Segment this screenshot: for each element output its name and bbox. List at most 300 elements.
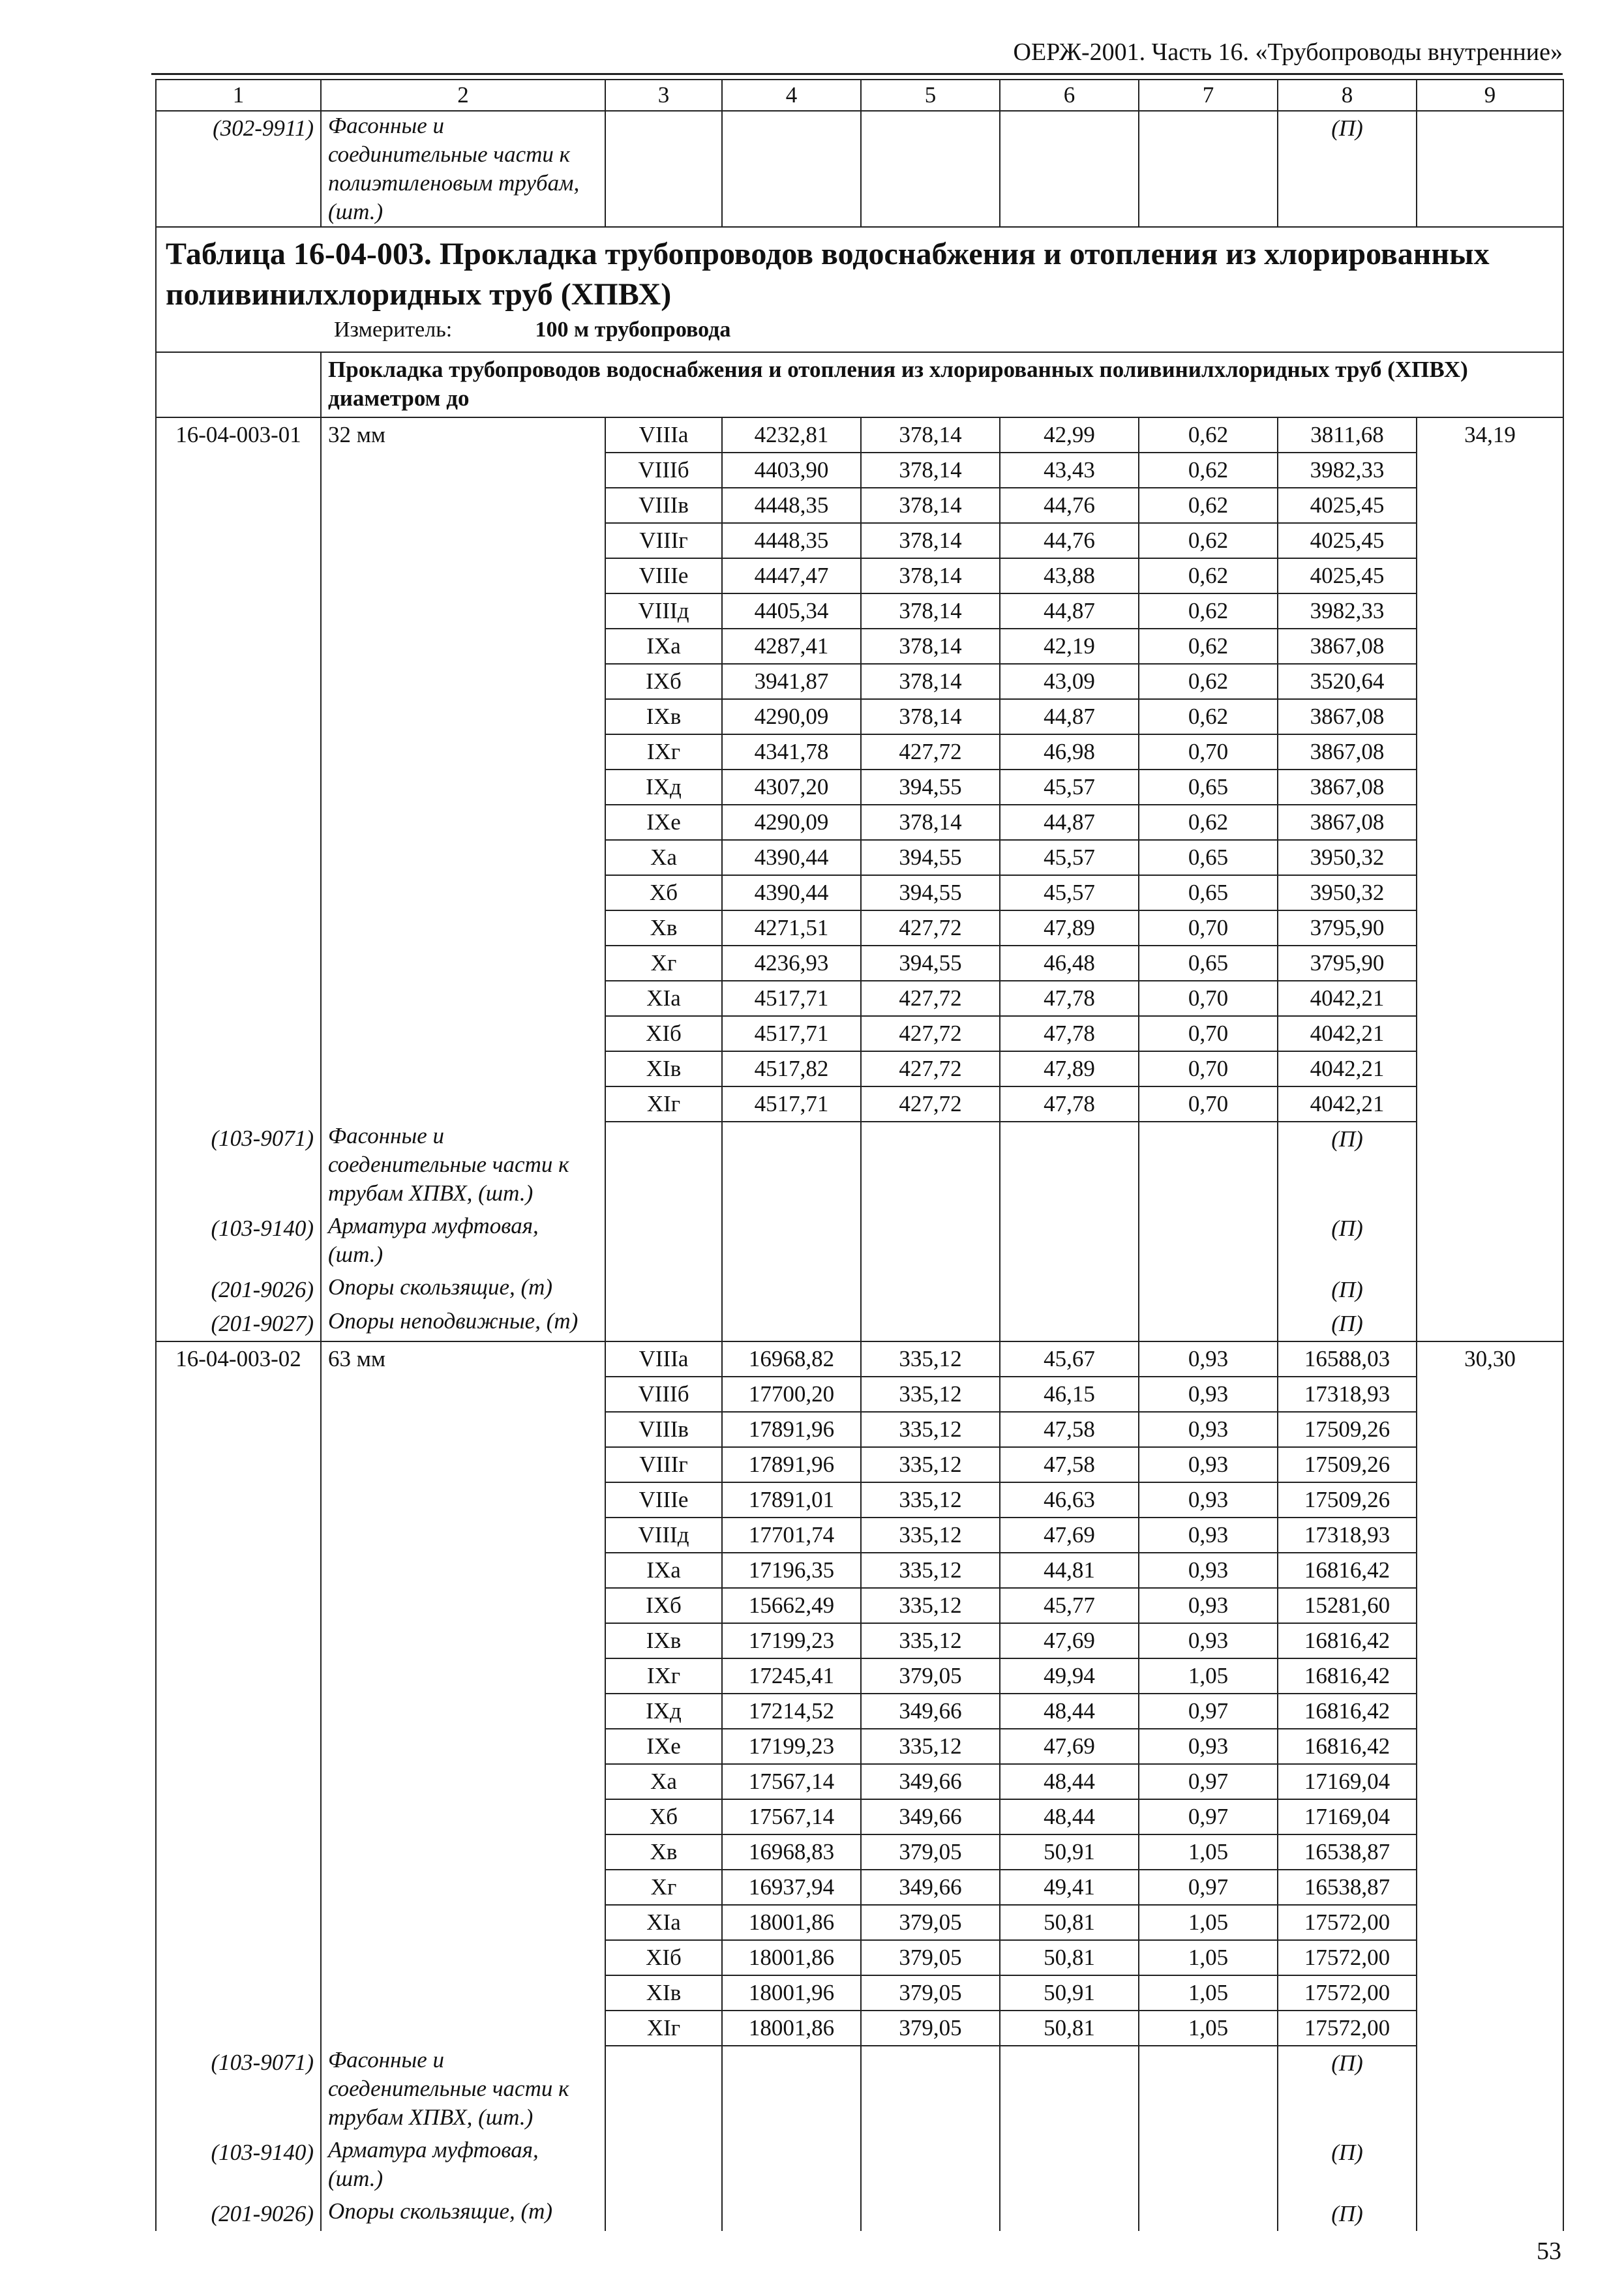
value-cell: 50,91 — [1000, 1975, 1139, 2011]
value-cell: 16937,94 — [722, 1870, 861, 1905]
value-cell: 335,12 — [861, 1341, 1000, 1377]
material-name-line: (шт.) — [328, 2166, 383, 2191]
zone-cell: Xв — [605, 910, 722, 946]
subtitle: Прокладка трубопроводов водоснабжения и отопления из хлорированных поливинилхлоридных труб (ХПВХ) диаметром до — [321, 352, 1563, 417]
value-cell: 427,72 — [861, 1051, 1000, 1086]
value-cell: 47,58 — [1000, 1412, 1139, 1447]
value-cell: 394,55 — [861, 946, 1000, 981]
value-cell: 378,14 — [861, 488, 1000, 523]
value-cell: 3867,08 — [1278, 629, 1417, 664]
value-cell: 17245,41 — [722, 1658, 861, 1694]
material-row — [156, 2197, 1563, 2231]
material-name-line: трубам ХПВХ, (шт.) — [328, 2104, 534, 2130]
value-cell: 1,05 — [1139, 2011, 1278, 2046]
value-cell: 4390,44 — [722, 840, 861, 875]
table-row — [156, 558, 1563, 593]
value-cell: 349,66 — [861, 1870, 1000, 1905]
value-cell: 48,44 — [1000, 1694, 1139, 1729]
value-cell: 46,63 — [1000, 1482, 1139, 1518]
value-cell: 0,93 — [1139, 1482, 1278, 1518]
value-cell: 18001,86 — [722, 2011, 861, 2046]
col-number: 6 — [1000, 80, 1139, 111]
value-cell: 0,62 — [1139, 488, 1278, 523]
value-cell: 378,14 — [861, 805, 1000, 840]
table-row — [156, 488, 1563, 523]
zone-cell: IXб — [605, 664, 722, 699]
material-name-line: соеденительные части к — [328, 1152, 569, 1177]
value-cell: 0,62 — [1139, 593, 1278, 629]
zone-cell: Xб — [605, 875, 722, 910]
value-cell: 1,05 — [1139, 1975, 1278, 2011]
value-cell: 45,57 — [1000, 840, 1139, 875]
value-cell: 378,14 — [861, 629, 1000, 664]
value-cell: 4341,78 — [722, 734, 861, 770]
material-unit-mark: (П) — [1278, 2136, 1417, 2197]
value-cell: 17169,04 — [1278, 1764, 1417, 1799]
col-number: 7 — [1139, 80, 1278, 111]
col-number: 3 — [605, 80, 722, 111]
value-cell: 17214,52 — [722, 1694, 861, 1729]
zone-cell: VIIIе — [605, 558, 722, 593]
value-cell: 4447,47 — [722, 558, 861, 593]
value-cell: 0,93 — [1139, 1412, 1278, 1447]
material-name-line: Опоры скользящие, (т) — [328, 2198, 553, 2224]
value-cell: 427,72 — [861, 1086, 1000, 1122]
value-cell: 4448,35 — [722, 523, 861, 558]
material-name: Фасонные и соединительные части к полиэтиленовым трубам, (шт.) — [321, 111, 605, 227]
value-cell: 378,14 — [861, 558, 1000, 593]
value-cell: 1,05 — [1139, 1905, 1278, 1940]
pre-material-row — [156, 111, 1563, 227]
table-row — [156, 523, 1563, 558]
table-row — [156, 1729, 1563, 1764]
value-cell: 378,14 — [861, 523, 1000, 558]
value-cell: 17891,96 — [722, 1412, 861, 1447]
zone-cell: XIв — [605, 1051, 722, 1086]
value-cell: 17891,96 — [722, 1447, 861, 1482]
zone-cell: IXа — [605, 1553, 722, 1588]
material-unit-mark: (П) — [1278, 111, 1417, 227]
value-cell: 46,98 — [1000, 734, 1139, 770]
col-number: 4 — [722, 80, 861, 111]
table-row — [156, 805, 1563, 840]
value-cell: 0,65 — [1139, 875, 1278, 910]
value-cell: 378,14 — [861, 417, 1000, 453]
value-cell: 0,93 — [1139, 1623, 1278, 1658]
zone-cell: VIIIб — [605, 453, 722, 488]
value-cell: 3867,08 — [1278, 770, 1417, 805]
value-cell: 4042,21 — [1278, 981, 1417, 1016]
price-table — [155, 79, 1564, 2231]
value-cell: 46,48 — [1000, 946, 1139, 981]
value-cell: 0,70 — [1139, 734, 1278, 770]
material-name — [321, 2197, 605, 2231]
table-row — [156, 1341, 1563, 1377]
zone-cell: VIIIг — [605, 523, 722, 558]
value-cell: 17891,01 — [722, 1482, 861, 1518]
value-cell: 17701,74 — [722, 1518, 861, 1553]
table-row — [156, 1975, 1563, 2011]
zone-cell: IXе — [605, 805, 722, 840]
zone-cell: XIв — [605, 1975, 722, 2011]
value-cell: 0,65 — [1139, 946, 1278, 981]
material-name — [321, 2046, 605, 2136]
column-number-row — [156, 80, 1563, 111]
value-cell: 50,81 — [1000, 2011, 1139, 2046]
value-cell: 45,67 — [1000, 1341, 1139, 1377]
rate-code: 16-04-003-01 — [156, 417, 321, 453]
value-cell: 3811,68 — [1278, 417, 1417, 453]
value-cell: 4232,81 — [722, 417, 861, 453]
rate-name: 32 мм — [321, 417, 605, 453]
material-code: (103-9140) — [156, 1212, 321, 1273]
value-cell: 16816,42 — [1278, 1553, 1417, 1588]
subtitle-row — [156, 352, 1563, 417]
meter-value: 100 м трубопровода — [535, 318, 731, 342]
zone-cell: VIIIд — [605, 593, 722, 629]
value-cell: 379,05 — [861, 1940, 1000, 1975]
value-cell: 0,97 — [1139, 1694, 1278, 1729]
value-cell: 394,55 — [861, 770, 1000, 805]
material-unit-mark: (П) — [1278, 1273, 1417, 1307]
material-name-line: (шт.) — [328, 1242, 383, 1267]
value-cell: 0,93 — [1139, 1588, 1278, 1623]
rate-name: 63 мм — [321, 1341, 605, 1377]
material-code: (201-9026) — [156, 2197, 321, 2231]
value-cell: 18001,96 — [722, 1975, 861, 2011]
value-cell: 394,55 — [861, 840, 1000, 875]
value-cell: 43,43 — [1000, 453, 1139, 488]
value-cell: 0,97 — [1139, 1764, 1278, 1799]
zone-cell: IXв — [605, 699, 722, 734]
material-row — [156, 1273, 1563, 1307]
material-unit-mark: (П) — [1278, 2046, 1417, 2136]
zone-cell: VIIIе — [605, 1482, 722, 1518]
table-row — [156, 946, 1563, 981]
value-cell: 17509,26 — [1278, 1412, 1417, 1447]
value-cell: 4042,21 — [1278, 1016, 1417, 1051]
value-cell: 394,55 — [861, 875, 1000, 910]
zone-cell: Xг — [605, 946, 722, 981]
value-cell: 16816,42 — [1278, 1658, 1417, 1694]
value-cell: 4307,20 — [722, 770, 861, 805]
value-cell: 4236,93 — [722, 946, 861, 981]
table-row — [156, 1447, 1563, 1482]
zone-cell: VIIIв — [605, 488, 722, 523]
value-cell: 4287,41 — [722, 629, 861, 664]
value-cell: 4517,71 — [722, 1016, 861, 1051]
value-cell: 335,12 — [861, 1377, 1000, 1412]
value-cell: 47,78 — [1000, 981, 1139, 1016]
value-cell: 15662,49 — [722, 1588, 861, 1623]
table-row — [156, 1694, 1563, 1729]
value-cell: 335,12 — [861, 1729, 1000, 1764]
value-cell: 44,76 — [1000, 523, 1139, 558]
value-cell: 3867,08 — [1278, 734, 1417, 770]
zone-cell: Xб — [605, 1799, 722, 1834]
zone-cell: Xг — [605, 1870, 722, 1905]
value-cell: 45,57 — [1000, 875, 1139, 910]
value-cell: 47,58 — [1000, 1447, 1139, 1482]
material-name — [321, 1307, 605, 1341]
value-cell: 47,78 — [1000, 1086, 1139, 1122]
value-cell: 0,62 — [1139, 805, 1278, 840]
value-cell: 46,15 — [1000, 1377, 1139, 1412]
value-cell: 4448,35 — [722, 488, 861, 523]
value-cell: 49,94 — [1000, 1658, 1139, 1694]
value-cell: 349,66 — [861, 1764, 1000, 1799]
value-cell: 44,81 — [1000, 1553, 1139, 1588]
value-cell: 3982,33 — [1278, 593, 1417, 629]
value-cell: 0,62 — [1139, 699, 1278, 734]
table-row — [156, 453, 1563, 488]
value-cell: 50,81 — [1000, 1940, 1139, 1975]
value-cell: 4290,09 — [722, 805, 861, 840]
zone-cell: XIг — [605, 1086, 722, 1122]
value-cell: 16816,42 — [1278, 1729, 1417, 1764]
material-code: (103-9071) — [156, 2046, 321, 2136]
value-cell: 3795,90 — [1278, 910, 1417, 946]
value-cell: 349,66 — [861, 1799, 1000, 1834]
value-cell: 44,87 — [1000, 805, 1139, 840]
table-row — [156, 770, 1563, 805]
table-title: Таблица 16-04-003. Прокладка трубопроводов водоснабжения и отопления из хлорированных поливинилхлоридных труб (ХПВХ) — [166, 237, 1490, 312]
zone-cell: VIIIв — [605, 1412, 722, 1447]
table-row — [156, 910, 1563, 946]
zone-cell: XIг — [605, 2011, 722, 2046]
material-name-line: Фасонные и — [328, 2047, 445, 2072]
zone-cell: VIIIа — [605, 1341, 722, 1377]
material-name-line: Опоры скользящие, (т) — [328, 1274, 553, 1300]
value-cell: 17572,00 — [1278, 1940, 1417, 1975]
value-cell: 3867,08 — [1278, 699, 1417, 734]
material-name-line: Фасонные и — [328, 1123, 445, 1148]
material-name — [321, 2136, 605, 2197]
table-row — [156, 1834, 1563, 1870]
value-cell: 4042,21 — [1278, 1051, 1417, 1086]
table-row — [156, 1658, 1563, 1694]
table-row — [156, 1482, 1563, 1518]
table-row — [156, 840, 1563, 875]
value-cell: 42,19 — [1000, 629, 1139, 664]
zone-cell: XIб — [605, 1016, 722, 1051]
value-cell: 16816,42 — [1278, 1694, 1417, 1729]
value-cell: 3950,32 — [1278, 840, 1417, 875]
value-cell: 379,05 — [861, 1975, 1000, 2011]
material-name-line: соеденительные части к — [328, 2076, 569, 2101]
table-row — [156, 981, 1563, 1016]
value-cell: 47,69 — [1000, 1623, 1139, 1658]
value-cell: 0,62 — [1139, 558, 1278, 593]
table-row — [156, 875, 1563, 910]
col-number: 8 — [1278, 80, 1417, 111]
material-name — [321, 1212, 605, 1273]
col-number: 5 — [861, 80, 1000, 111]
value-cell: 16538,87 — [1278, 1870, 1417, 1905]
value-cell: 335,12 — [861, 1518, 1000, 1553]
value-cell: 48,44 — [1000, 1764, 1139, 1799]
meter-line — [166, 315, 1554, 345]
material-row — [156, 2136, 1563, 2197]
table-row — [156, 1905, 1563, 1940]
page-number: 53 — [1537, 2237, 1561, 2265]
value-cell: 17199,23 — [722, 1623, 861, 1658]
value-cell: 427,72 — [861, 734, 1000, 770]
value-cell: 17572,00 — [1278, 1905, 1417, 1940]
value-cell: 16816,42 — [1278, 1623, 1417, 1658]
material-name-line: трубам ХПВХ, (шт.) — [328, 1180, 534, 1206]
value-cell: 47,89 — [1000, 910, 1139, 946]
zone-cell: IXд — [605, 770, 722, 805]
material-row — [156, 2046, 1563, 2136]
zone-cell: IXг — [605, 734, 722, 770]
table-row — [156, 1870, 1563, 1905]
table-row — [156, 664, 1563, 699]
value-cell: 50,81 — [1000, 1905, 1139, 1940]
value-cell: 47,78 — [1000, 1016, 1139, 1051]
value-cell: 15281,60 — [1278, 1588, 1417, 1623]
material-code: (103-9071) — [156, 1122, 321, 1212]
table-row — [156, 1016, 1563, 1051]
value-cell: 0,93 — [1139, 1553, 1278, 1588]
table-row — [156, 593, 1563, 629]
zone-cell: IXв — [605, 1623, 722, 1658]
value-cell: 335,12 — [861, 1482, 1000, 1518]
table-row — [156, 1377, 1563, 1412]
value-cell: 16968,82 — [722, 1341, 861, 1377]
value-cell: 0,93 — [1139, 1341, 1278, 1377]
value-cell: 0,70 — [1139, 981, 1278, 1016]
value-cell: 4403,90 — [722, 453, 861, 488]
col9-value: 30,30 — [1417, 1341, 1563, 1377]
value-cell: 379,05 — [861, 1905, 1000, 1940]
value-cell: 50,91 — [1000, 1834, 1139, 1870]
value-cell: 47,69 — [1000, 1518, 1139, 1553]
material-name — [321, 1273, 605, 1307]
value-cell: 47,69 — [1000, 1729, 1139, 1764]
value-cell: 0,70 — [1139, 1051, 1278, 1086]
table-row — [156, 699, 1563, 734]
value-cell: 1,05 — [1139, 1658, 1278, 1694]
value-cell: 4517,71 — [722, 981, 861, 1016]
rate-code: 16-04-003-02 — [156, 1341, 321, 1377]
value-cell: 16538,87 — [1278, 1834, 1417, 1870]
zone-cell: XIа — [605, 1905, 722, 1940]
value-cell: 0,70 — [1139, 1016, 1278, 1051]
material-name-line: Арматура муфтовая, — [328, 1213, 539, 1238]
value-cell: 42,99 — [1000, 417, 1139, 453]
value-cell: 44,87 — [1000, 699, 1139, 734]
col-number: 2 — [321, 80, 605, 111]
value-cell: 17199,23 — [722, 1729, 861, 1764]
value-cell: 17169,04 — [1278, 1799, 1417, 1834]
value-cell: 335,12 — [861, 1623, 1000, 1658]
zone-cell: VIIIг — [605, 1447, 722, 1482]
value-cell: 3941,87 — [722, 664, 861, 699]
value-cell: 0,70 — [1139, 910, 1278, 946]
value-cell: 4290,09 — [722, 699, 861, 734]
value-cell: 0,62 — [1139, 417, 1278, 453]
zone-cell: VIIIа — [605, 417, 722, 453]
value-cell: 18001,86 — [722, 1940, 861, 1975]
table-row — [156, 1799, 1563, 1834]
value-cell: 1,05 — [1139, 1940, 1278, 1975]
value-cell: 0,97 — [1139, 1799, 1278, 1834]
zone-cell: VIIIд — [605, 1518, 722, 1553]
value-cell: 43,09 — [1000, 664, 1139, 699]
material-unit-mark: (П) — [1278, 1212, 1417, 1273]
table-row — [156, 1623, 1563, 1658]
table-row — [156, 734, 1563, 770]
table-row — [156, 2011, 1563, 2046]
zone-cell: IXб — [605, 1588, 722, 1623]
value-cell: 335,12 — [861, 1447, 1000, 1482]
material-unit-mark: (П) — [1278, 1307, 1417, 1341]
table-row — [156, 1553, 1563, 1588]
value-cell: 0,93 — [1139, 1377, 1278, 1412]
value-cell: 0,70 — [1139, 1086, 1278, 1122]
value-cell: 17567,14 — [722, 1764, 861, 1799]
value-cell: 427,72 — [861, 1016, 1000, 1051]
value-cell: 43,88 — [1000, 558, 1139, 593]
material-name-line: Опоры неподвижные, (т) — [328, 1308, 579, 1334]
value-cell: 379,05 — [861, 2011, 1000, 2046]
value-cell: 18001,86 — [722, 1905, 861, 1940]
value-cell: 0,93 — [1139, 1729, 1278, 1764]
table-row — [156, 1588, 1563, 1623]
material-code: (201-9027) — [156, 1307, 321, 1341]
value-cell: 47,89 — [1000, 1051, 1139, 1086]
value-cell: 45,57 — [1000, 770, 1139, 805]
value-cell: 335,12 — [861, 1553, 1000, 1588]
zone-cell: Xа — [605, 1764, 722, 1799]
value-cell: 427,72 — [861, 981, 1000, 1016]
value-cell: 17318,93 — [1278, 1518, 1417, 1553]
value-cell: 4390,44 — [722, 875, 861, 910]
value-cell: 45,77 — [1000, 1588, 1139, 1623]
zone-cell: XIб — [605, 1940, 722, 1975]
value-cell: 16968,83 — [722, 1834, 861, 1870]
value-cell: 17318,93 — [1278, 1377, 1417, 1412]
col9-value: 34,19 — [1417, 417, 1563, 453]
value-cell: 378,14 — [861, 699, 1000, 734]
zone-cell: IXа — [605, 629, 722, 664]
value-cell: 378,14 — [861, 453, 1000, 488]
value-cell: 17700,20 — [722, 1377, 861, 1412]
value-cell: 0,93 — [1139, 1518, 1278, 1553]
value-cell: 4042,21 — [1278, 1086, 1417, 1122]
value-cell: 1,05 — [1139, 1834, 1278, 1870]
material-code: (201-9026) — [156, 1273, 321, 1307]
zone-cell: VIIIб — [605, 1377, 722, 1412]
value-cell: 4271,51 — [722, 910, 861, 946]
value-cell: 3795,90 — [1278, 946, 1417, 981]
col-number: 9 — [1417, 80, 1563, 111]
table-row — [156, 1412, 1563, 1447]
table-row — [156, 1051, 1563, 1086]
material-unit-mark: (П) — [1278, 2197, 1417, 2231]
value-cell: 17567,14 — [722, 1799, 861, 1834]
value-cell: 48,44 — [1000, 1799, 1139, 1834]
value-cell: 379,05 — [861, 1834, 1000, 1870]
zone-cell: IXг — [605, 1658, 722, 1694]
value-cell: 3867,08 — [1278, 805, 1417, 840]
value-cell: 17509,26 — [1278, 1482, 1417, 1518]
value-cell: 3982,33 — [1278, 453, 1417, 488]
value-cell: 0,62 — [1139, 629, 1278, 664]
value-cell: 4025,45 — [1278, 488, 1417, 523]
value-cell: 44,76 — [1000, 488, 1139, 523]
